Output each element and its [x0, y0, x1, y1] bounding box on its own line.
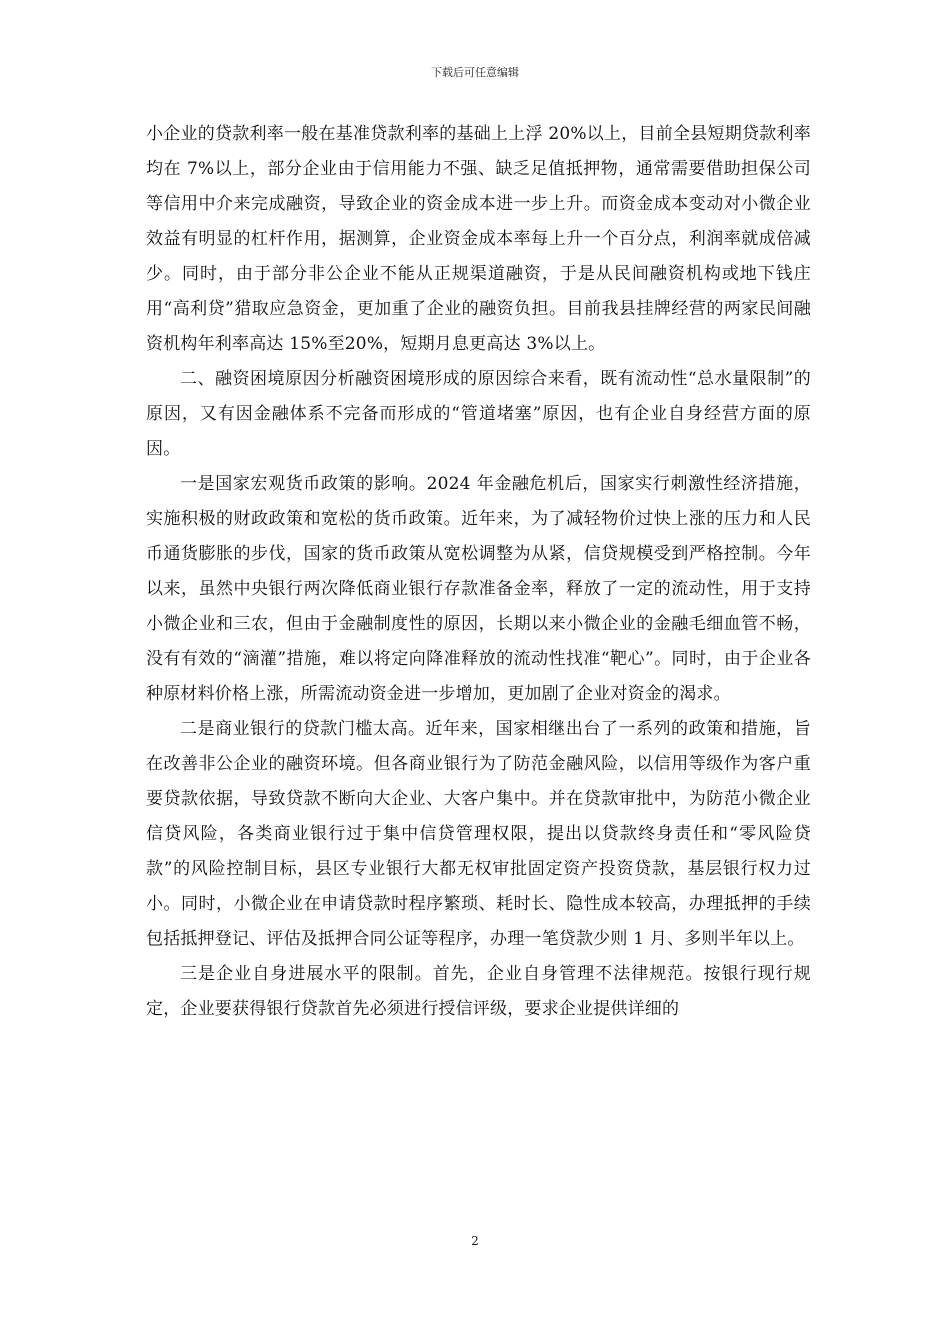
- page-header: 下载后可任意编辑: [431, 66, 519, 79]
- paragraph-point-two: 二是商业银行的贷款门槛太高。近年来，国家相继出台了一系列的政策和措施，旨在改善非公企业的融资环境。但各商业银行为了防范金融风险，以信用等级作为客户重要贷款依据，导致贷款不断向大企业、大客户集中。并在贷款审批中，为防范小微企业信贷风险，各类商业银行过于集中信贷管理权限，提出以贷款终身责任和“零风险贷款”的风险控制目标，县区专业银行大都无权审批固定资产投资贷款，基层银行权力过小。同时，小微企业在申请贷款时程序繁琐、耗时长、隐性成本较高，办理抵押的手续包括抵押登记、评估及抵押合同公证等程序，办理一笔贷款少则 1 月、多则半年以上。: [146, 719, 811, 949]
- paragraph-point-one: 一是国家宏观货币政策的影响。2024 年金融危机后，国家实行刺激性经济措施，实施积极的财政政策和宽松的货币政策。近年来，为了减轻物价过快上涨的压力和人民币通货膨胀的步伐，国家的货币政策从宽松调整为从紧，信贷规模受到严格控制。今年以来，虽然中央银行两次降低商业银行存款准备金率，释放了一定的流动性，用于支持小微企业和三农，但由于金融制度性的原因，长期以来小微企业的金融毛细血管不畅，没有有效的“滴灌”措施，难以将定向降准释放的流动性找准“靶心”。同时，由于企业各种原材料价格上涨，所需流动资金进一步增加，更加剧了企业对资金的渴求。: [146, 474, 811, 704]
- paragraph-point-three: 三是企业自身进展水平的限制。首先，企业自身管理不法律规范。按银行现行规定，企业要获得银行贷款首先必须进行授信评级，要求企业提供详细的: [146, 964, 811, 1019]
- document-body: [146, 117, 811, 1027]
- paragraph-continued: 小企业的贷款利率一般在基准贷款利率的基础上上浮 20%以上，目前全县短期贷款利率均在 7%以上，部分企业由于信用能力不强、缺乏足值抵押物，通常需要借助担保公司等信用中介来完成融资，导致企业的资金成本进一步上升。而资金成本变动对小微企业效益有明显的杠杆作用，据测算，企业资金成本率每上升一个百分点，利润率就成倍减少。同时，由于部分非公企业不能从正规渠道融资，于是从民间融资机构或地下钱庄用“高利贷”猎取应急资金，更加重了企业的融资负担。目前我县挂牌经营的两家民间融资机构年利率高达 15%至20%，短期月息更高达 3%以上。: [146, 124, 811, 354]
- paragraph-section-two: 二、融资困境原因分析融资困境形成的原因综合来看，既有流动性“总水量限制”的原因，又有因金融体系不完备而形成的“管道堵塞”原因，也有企业自身经营方面的原因。: [146, 369, 811, 459]
- page-number: 2: [471, 1234, 479, 1248]
